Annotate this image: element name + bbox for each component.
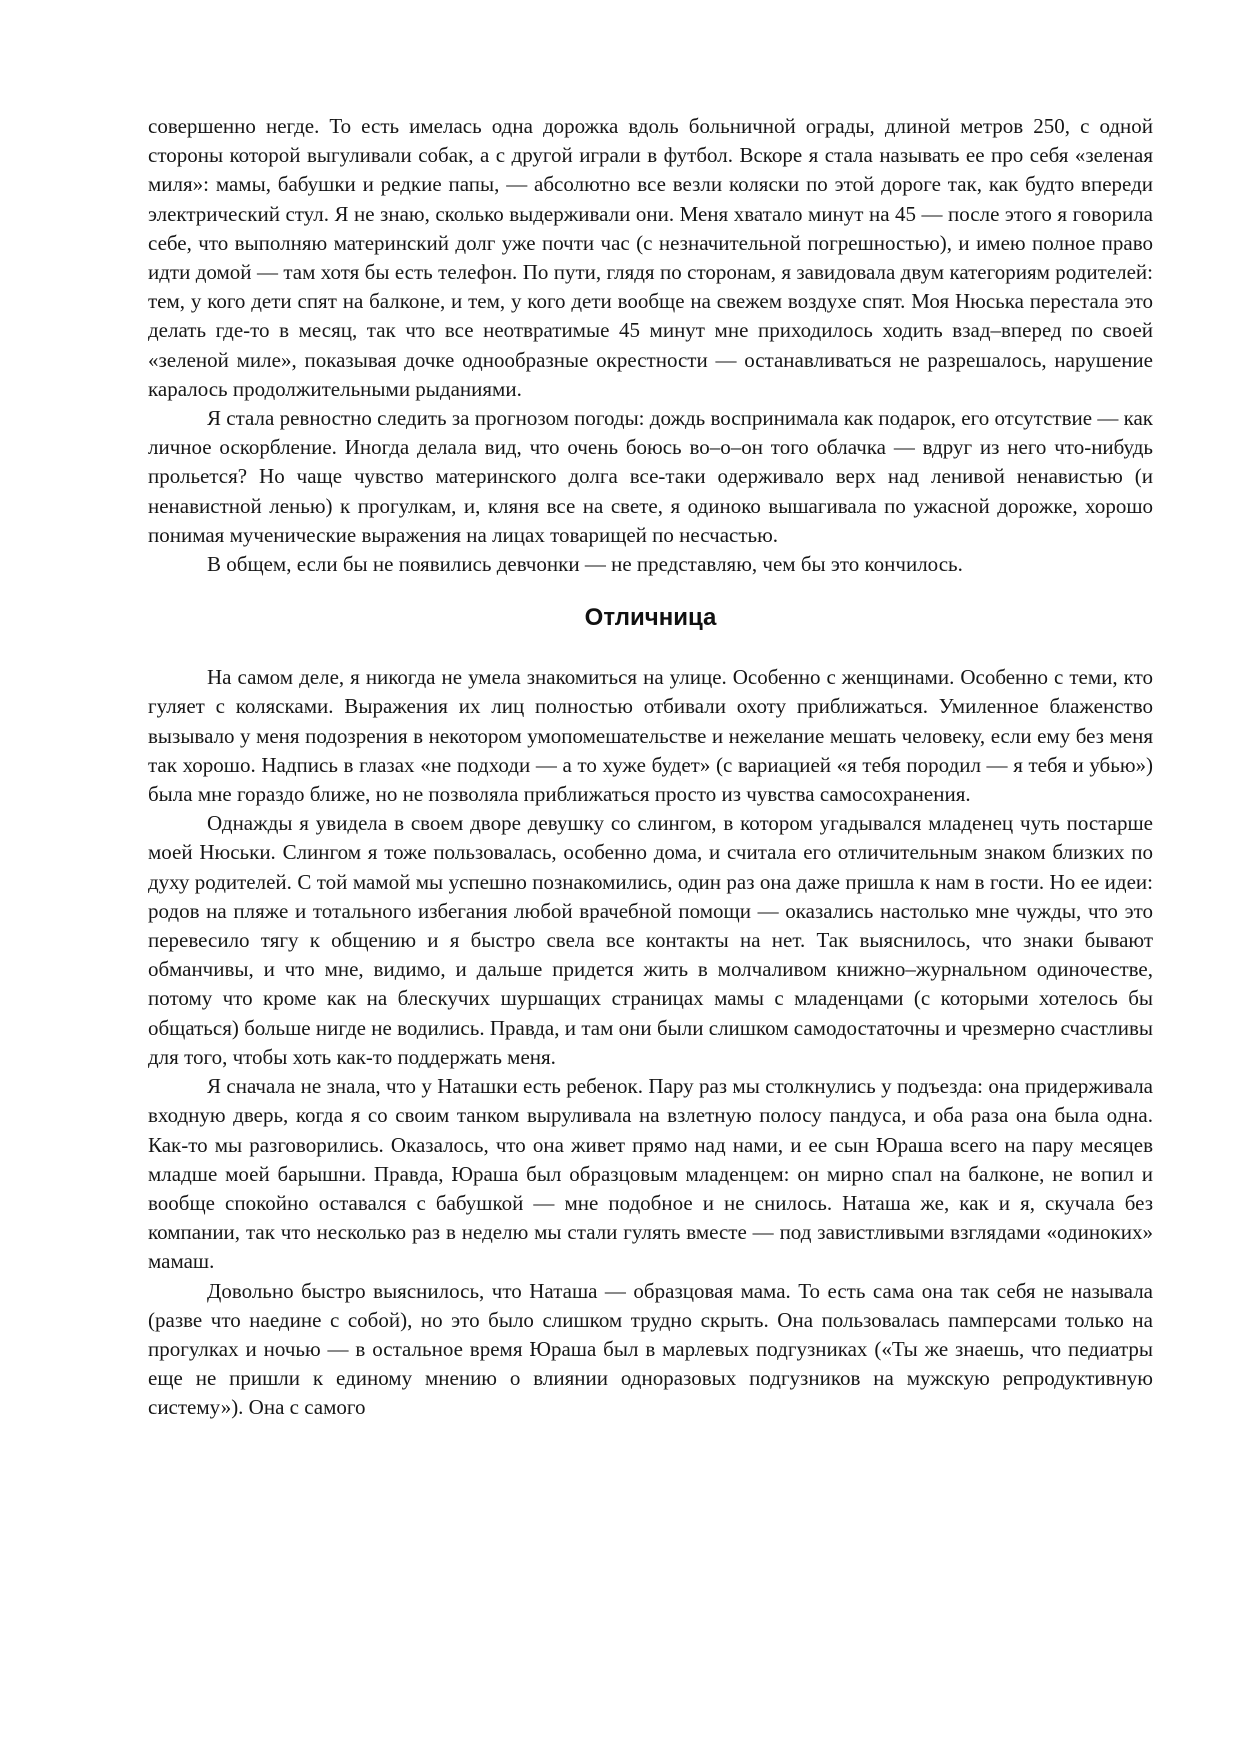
paragraph: На самом деле, я никогда не умела знакомиться на улице. Особенно с женщинами. Особенно с теми, кто гуляет с колясками. Выражения их лиц полностью отбивали охоту приближаться. Умиленное блаженство вызывало у меня подозрения в некотором умопомешательстве и нежелание мешать человеку, если ему без меня так хорошо. Надпись в глазах «не подходи — а то хуже будет» (с вариацией «я тебя породил — я тебя и убью») была мне гораздо ближе, но не позволяла приближаться просто из чувства самосохранения.	[148, 665, 1153, 807]
paragraph: Я сначала не знала, что у Наташки есть ребенок. Пару раз мы столкнулись у подъезда: она придерживала входную дверь, когда я со своим танком выруливала на взлетную полосу пандуса, и оба раза она была одна. Как-то мы разговорились. Оказалось, что она живет прямо над нами, и ее сын Юраша всего на пару месяцев младше моей барышни. Правда, Юраша был образцовым младенцем: он мирно спал на балконе, не вопил и вообще спокойно оставался с бабушкой — мне подобное и не снилось. Наташа же, как и я, скучала без компании, так что несколько раз в неделю мы стали гулять вместе — под завистливыми взглядами «одиноких» мамаш.	[148, 1074, 1153, 1274]
paragraph: Однажды я увидела в своем дворе девушку со слингом, в котором угадывался младенец чуть постарше моей Нюськи. Слингом я тоже пользовалась, особенно дома, и считала его отличительным знаком близких по духу родителей. С той мамой мы успешно познакомились, один раз она даже пришла к нам в гости. Но ее идеи: родов на пляже и тотального избегания любой врачебной помощи — оказались настолько мне чужды, что это перевесило тягу к общению и я быстро свела все контакты на нет. Так выяснилось, что знаки бывают обманчивы, и что мне, видимо, и дальше придется жить в молчаливом книжно–журнальном одиночестве, потому что кроме как на блескучих шуршащих страницах мамы с младенцами (с которыми хотелось бы общаться) больше нигде не водились. Правда, и там они были слишком самодостаточны и чрезмерно счастливы для того, чтобы хоть как-то поддержать меня.	[148, 811, 1153, 1069]
paragraph: Довольно быстро выяснилось, что Наташа — образцовая мама. То есть сама она так себя не называла (разве что наедине с собой), но это было слишком трудно скрыть. Она пользовалась памперсами только на прогулках и ночью — в остальное время Юраша был в марлевых подгузниках («Ты же знаешь, что педиатры еще не пришли к единому мнению о влиянии одноразовых подгузников на мужскую репродуктивную систему»). Она с самого	[148, 1278, 1153, 1420]
document-page	[148, 112, 1153, 1423]
paragraph: Я стала ревностно следить за прогнозом погоды: дождь воспринимала как подарок, его отсутствие — как личное оскорбление. Иногда делала вид, что очень боюсь во–о–он того облачка — вдруг из него что-нибудь прольется? Но чаще чувство материнского долга все-таки одерживало верх над ленивой ненавистью (и ненавистной ленью) к прогулкам, и, кляня все на свете, я одиноко вышагивала по ужасной дорожке, хорошо понимая мученические выражения на лицах товарищей по несчастью.	[148, 406, 1153, 547]
section-heading: Отличница	[584, 604, 717, 632]
paragraph: В общем, если бы не появились девчонки — не представляю, чем бы это кончилось.	[207, 552, 963, 577]
paragraph: совершенно негде. То есть имелась одна дорожка вдоль больничной ограды, длиной метров 250, с одной стороны которой выгуливали собак, а с другой играли в футбол. Вскоре я стала называть ее про себя «зеленая миля»: мамы, бабушки и редкие папы, — абсолютно все везли коляски по этой дороге так, как будто впереди электрический стул. Я не знаю, сколько выдерживали они. Меня хватало минут на 45 — после этого я говорила себе, что выполняю материнский долг уже почти час (с незначительной погрешностью), и имею полное право идти домой — там хотя бы есть телефон. По пути, глядя по сторонам, я завидовала двум категориям родителей: тем, у кого дети спят на балконе, и тем, у кого дети вообще на свежем воздухе спят. Моя Нюська перестала это делать где-то в месяц, так что все неотвратимые 45 минут мне приходилось ходить взад–вперед по своей «зеленой миле», показывая дочке однообразные окрестности — останавливаться не разрешалось, нарушение каралось продолжительными рыданиями.	[148, 114, 1153, 401]
